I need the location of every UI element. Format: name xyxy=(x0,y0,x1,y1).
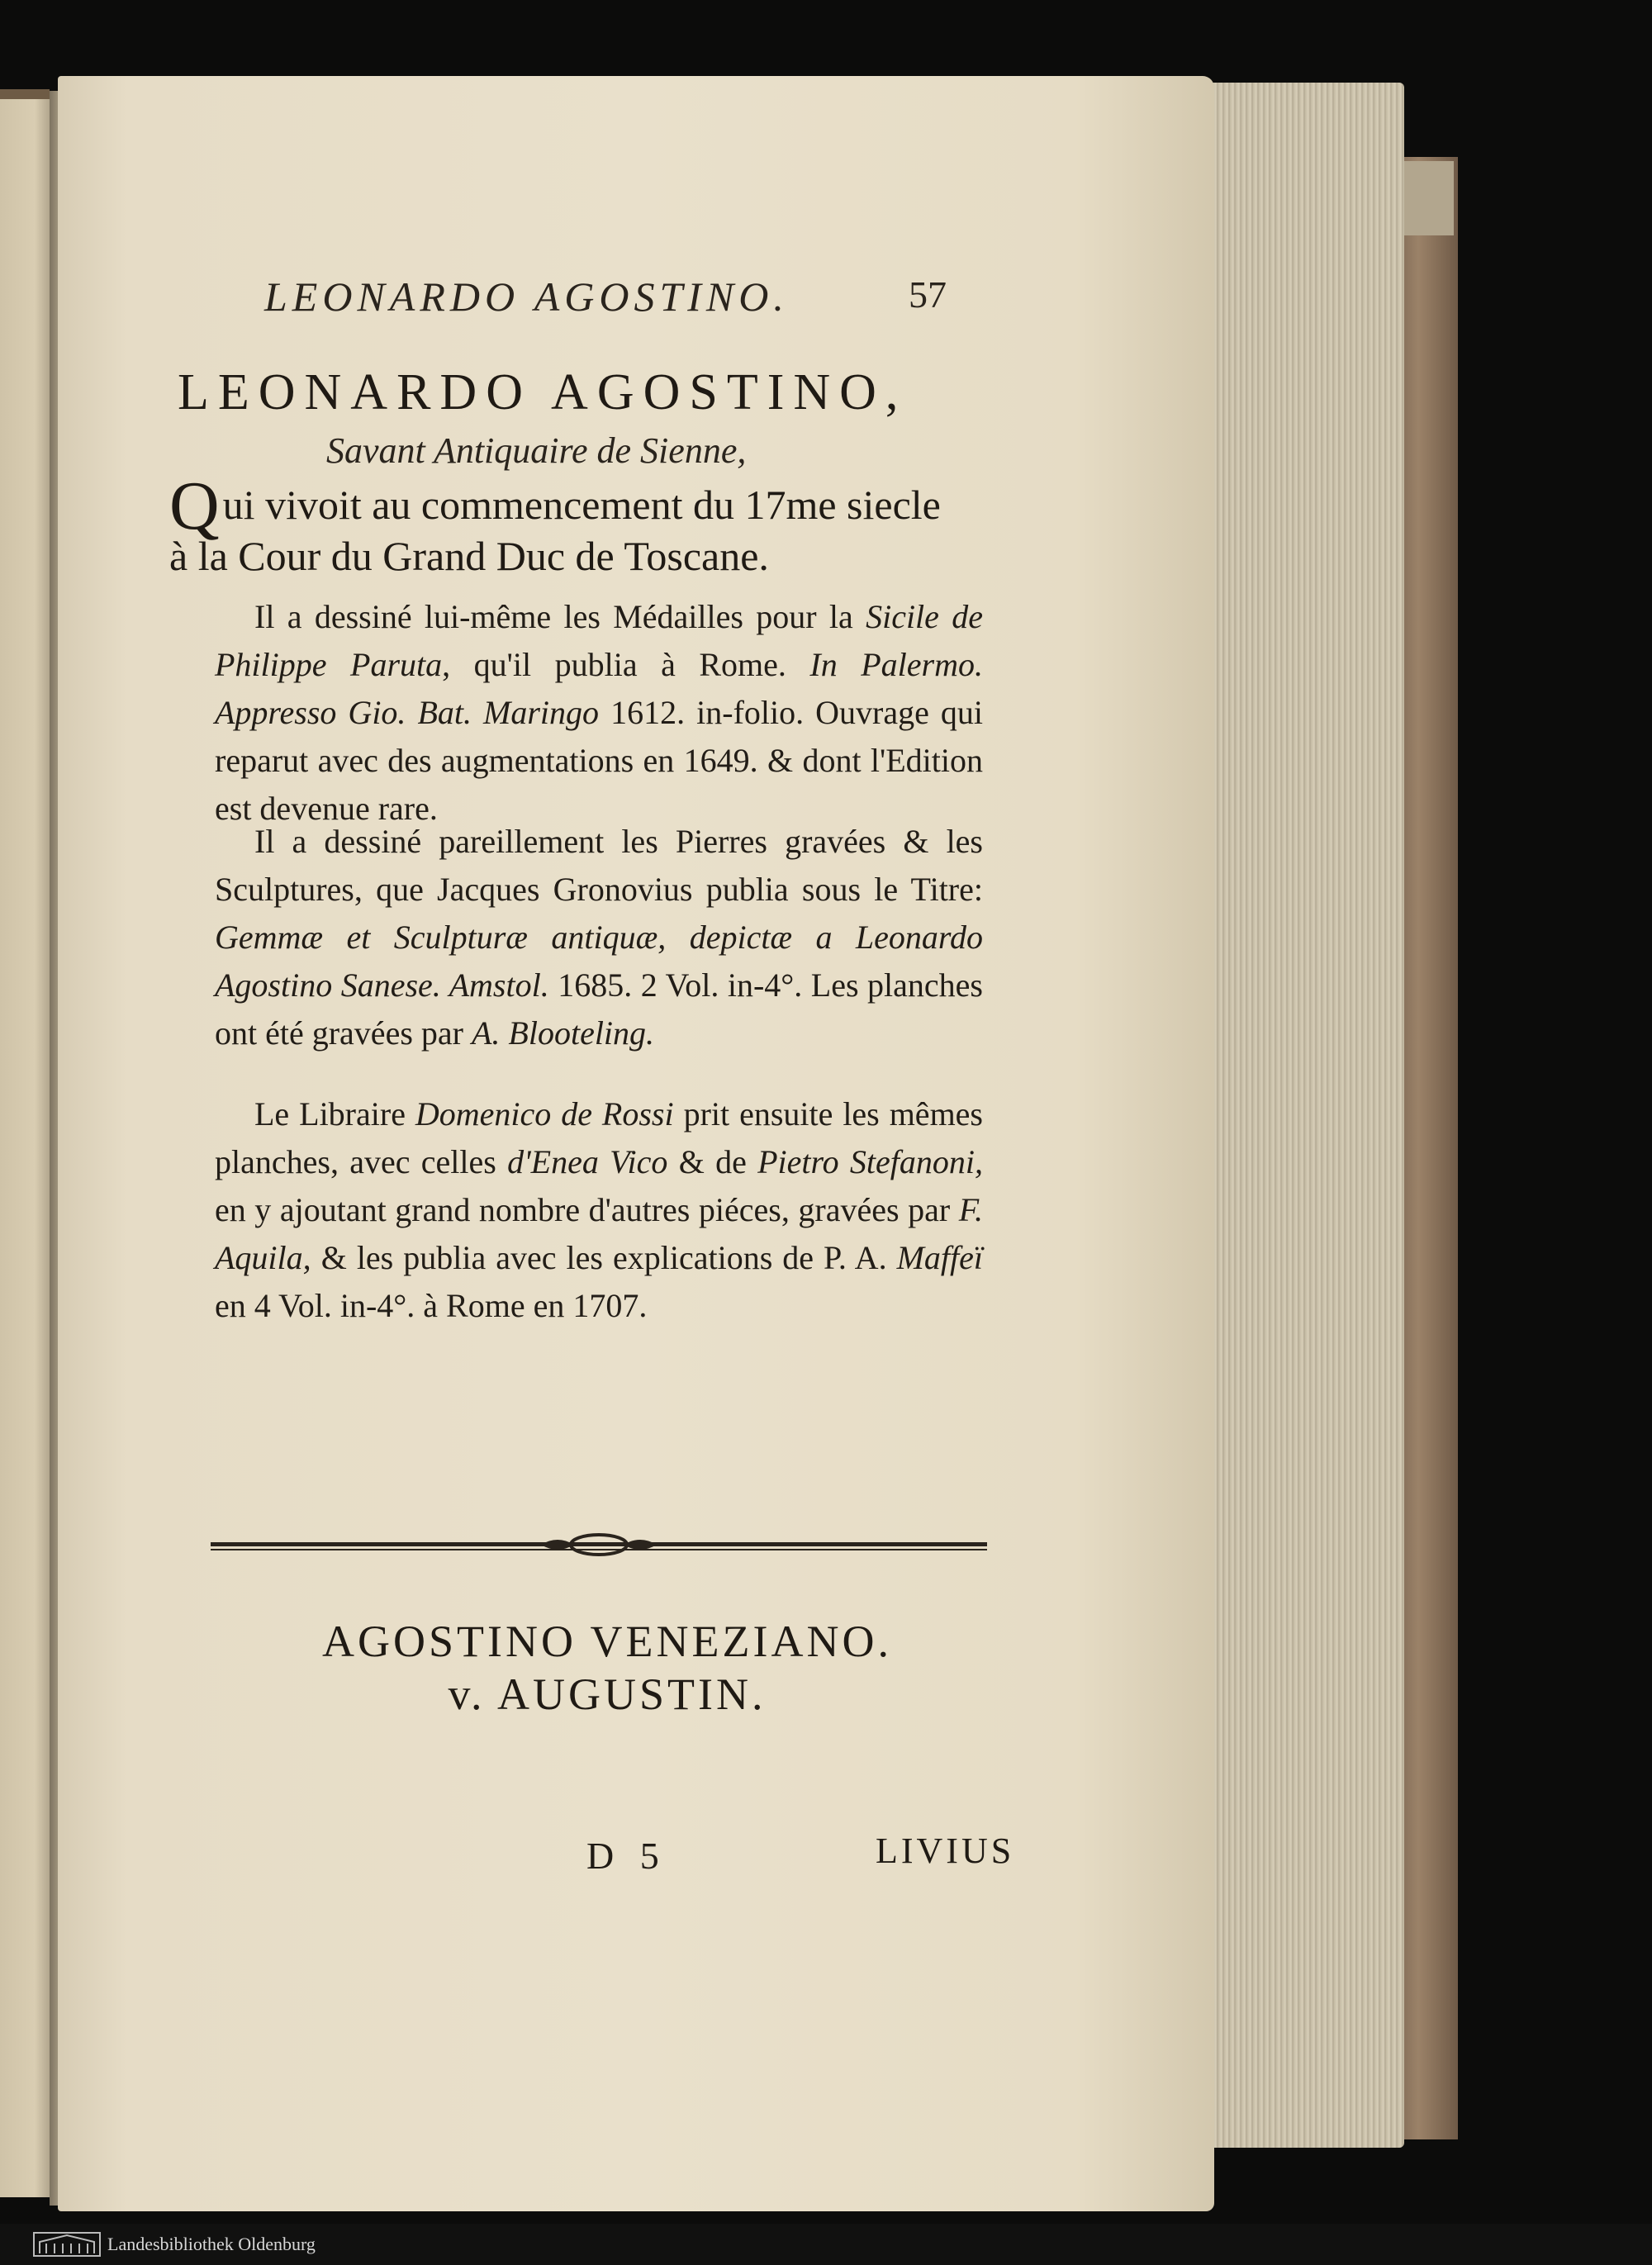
cross-reference-entry xyxy=(285,1615,929,1721)
book-spine xyxy=(1404,161,1454,235)
ornamental-rule xyxy=(211,1532,987,1557)
paragraph-3-text-d: en y ajoutant grand nombre d'autres piéces, gravées par xyxy=(215,1191,959,1228)
paragraph-2-text-a: Il a dessiné pareillement les Pierres gravées & les Sculptures, que Jacques Gronovius publia sous le Titre: xyxy=(215,823,983,908)
paragraph-3-name-maffei: Maffeï xyxy=(896,1239,983,1276)
paragraph-1 xyxy=(215,593,983,833)
paragraph-3-text-c: & de xyxy=(667,1143,758,1180)
paragraph-1-text-a: Il a dessiné lui-même les Médailles pour la xyxy=(254,598,866,635)
entry-heading: LEONARDO AGOSTINO, xyxy=(178,364,908,420)
intro-line-2: à la Cour du Grand Duc de Toscane. xyxy=(169,533,769,579)
paragraph-3-text-f: en 4 Vol. in-4°. à Rome en 1707. xyxy=(215,1287,648,1324)
paragraph-3-text-e: & les publia avec les explications de P. A. xyxy=(311,1239,897,1276)
page-block-edge xyxy=(1202,83,1404,2148)
catchword: LIVIUS xyxy=(876,1831,1015,1871)
paragraph-1-imprint: In Palermo. Appresso Gio. Bat. Maringo xyxy=(215,646,984,731)
paragraph-3-text-b: prit ensuite les mêmes planches, avec celles xyxy=(215,1095,983,1180)
entry-intro xyxy=(169,468,962,582)
paragraph-3 xyxy=(215,1090,983,1330)
drop-capital: Q xyxy=(169,468,220,544)
paragraph-2 xyxy=(215,818,983,1057)
paragraph-3-name-rossi: Domenico de Rossi xyxy=(415,1095,674,1132)
page-number: 57 xyxy=(909,273,947,316)
paragraph-2-engraver: A. Blooteling. xyxy=(471,1014,655,1052)
paragraph-3-name-aquila: F. Aquila, xyxy=(215,1191,983,1276)
library-building-icon xyxy=(33,2232,101,2257)
paragraph-3-text-a: Le Libraire xyxy=(254,1095,415,1132)
paragraph-3-name-vico: d'Enea Vico xyxy=(507,1143,668,1180)
paragraph-1-title: Sicile de Philippe Paruta xyxy=(215,598,983,683)
entry-subheading: Savant Antiquaire de Sienne, xyxy=(326,430,747,471)
running-head: LEONARDO AGOSTINO. xyxy=(264,273,789,320)
cross-reference-target: v. AUGUSTIN. xyxy=(448,1669,767,1719)
intro-line-1: ui vivoit au commencement du 17me siecle xyxy=(222,482,941,528)
cross-reference-heading: AGOSTINO VENEZIANO. xyxy=(322,1617,892,1666)
paragraph-3-name-stefanoni: Pietro Stefanoni, xyxy=(757,1143,983,1180)
paragraph-2-title: Gemmæ et Sculpturæ antiquæ, depictæ a Leonardo Agostino Sanese. Amstol. xyxy=(215,919,983,1004)
signature-mark: D 5 xyxy=(586,1835,667,1877)
paragraph-2-text-b: 1685. 2 Vol. in-4°. Les planches ont été gravées par xyxy=(215,966,983,1052)
paragraph-1-text-b: , qu'il publia à Rome. xyxy=(442,646,810,683)
library-name: Landesbibliothek Oldenburg xyxy=(107,2234,316,2254)
paragraph-1-text-c: 1612. in-folio. Ouvrage qui reparut avec des augmentations en 1649. & dont l'Edition est devenue rare. xyxy=(215,694,984,827)
